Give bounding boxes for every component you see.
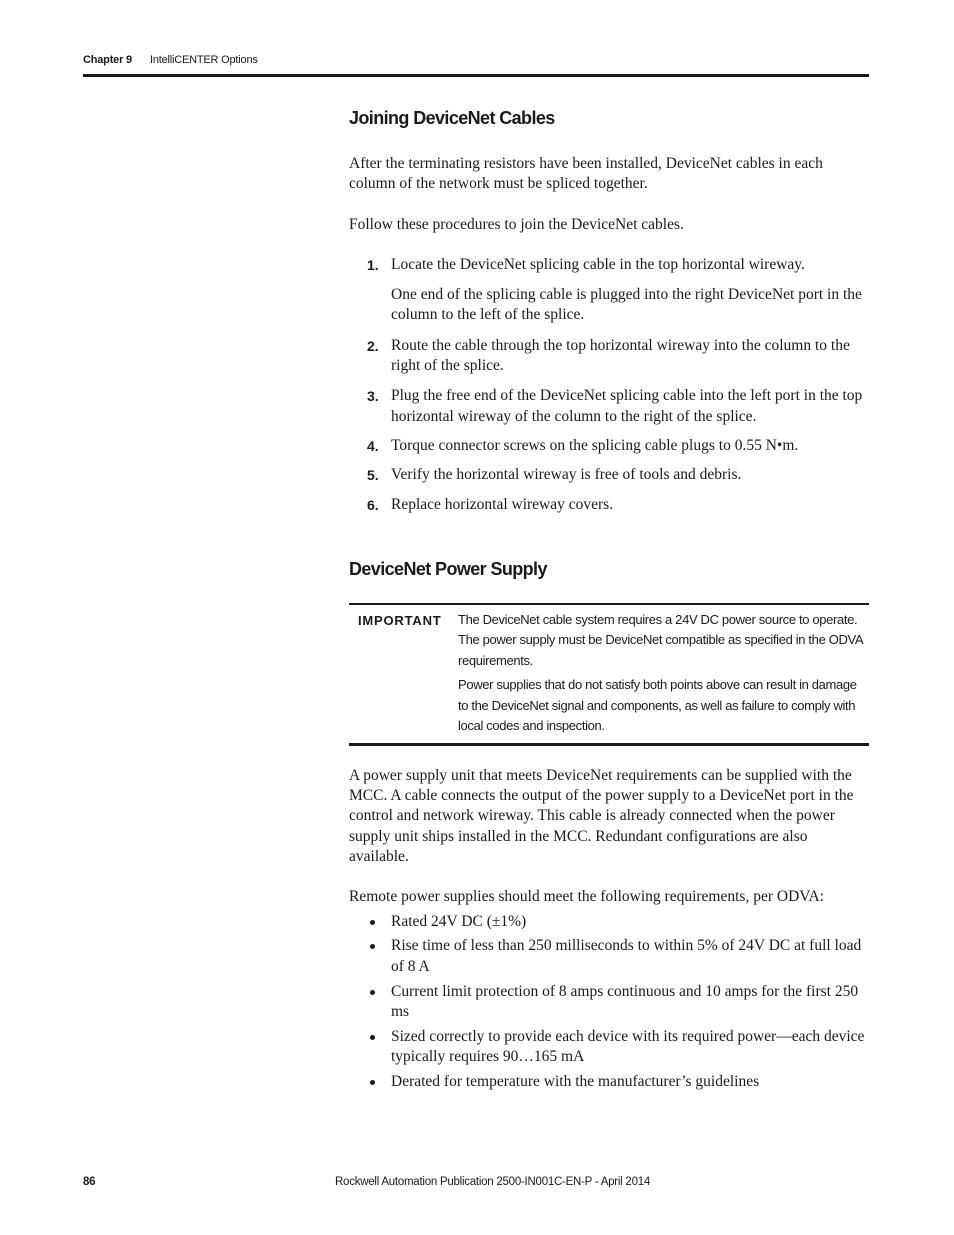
step-text: Verify the horizontal wireway is free of tools and debris. bbox=[391, 466, 742, 484]
requirements-list bbox=[349, 912, 869, 1092]
list-item-text: Rated 24V DC (±1%) bbox=[391, 912, 527, 930]
list-item bbox=[349, 982, 869, 1023]
list-item-text: Derated for temperature with the manufacturer’s guidelines bbox=[391, 1072, 760, 1090]
list-item-text: Sized correctly to provide each device with its required power—each device typically requires 90…165 mA bbox=[391, 1027, 865, 1065]
step-number: 1. bbox=[367, 256, 379, 273]
step-number: 5. bbox=[367, 467, 379, 484]
step-item bbox=[349, 255, 869, 326]
page-number: 86 bbox=[83, 1176, 96, 1188]
bullet-icon bbox=[370, 1035, 375, 1040]
step-item bbox=[349, 436, 869, 456]
step-item bbox=[349, 465, 869, 485]
step-item bbox=[349, 386, 869, 427]
chapter-label: Chapter 9 bbox=[83, 54, 132, 66]
section-heading-joining-cables: Joining DeviceNet Cables bbox=[349, 108, 555, 128]
important-tag: IMPORTANT bbox=[358, 612, 442, 628]
chapter-title: IntelliCENTER Options bbox=[150, 54, 258, 66]
step-note: One end of the splicing cable is plugged into the right DeviceNet port in the column to the left of the splice. bbox=[391, 286, 862, 324]
requirements-lead: Remote power supplies should meet the following requirements, per ODVA: bbox=[349, 888, 824, 906]
step-text: Route the cable through the top horizontal wireway into the column to the right of the splice. bbox=[391, 336, 850, 375]
procedure-steps bbox=[349, 255, 869, 515]
step-item bbox=[349, 495, 869, 515]
step-number: 6. bbox=[367, 496, 379, 513]
list-item bbox=[349, 912, 869, 932]
running-header bbox=[83, 53, 869, 75]
list-item-text: Current limit protection of 8 amps continuous and 10 amps for the first 250 ms bbox=[391, 982, 859, 1020]
bullet-icon bbox=[370, 1080, 375, 1085]
important-text: The DeviceNet cable system requires a 24V DC power source to operate. The power supply must be DeviceNet compatible as specified in the ODVA requirements. bbox=[458, 611, 863, 668]
step-item bbox=[349, 336, 869, 377]
step-number: 4. bbox=[367, 437, 379, 454]
publication-info: Rockwell Automation Publication 2500-IN001C-EN-P - April 2014 bbox=[335, 1176, 651, 1188]
step-text: Torque connector screws on the splicing cable plugs to 0.55 N•m. bbox=[391, 436, 799, 454]
list-item bbox=[349, 1027, 869, 1068]
header-rule bbox=[83, 74, 869, 77]
intro-paragraph: After the terminating resistors have been installed, DeviceNet cables in each column of the network must be spliced together. bbox=[349, 155, 823, 193]
section-heading-power-supply: DeviceNet Power Supply bbox=[349, 558, 547, 579]
bullet-icon bbox=[370, 990, 375, 995]
step-text: Locate the DeviceNet splicing cable in the top horizontal wireway. bbox=[391, 255, 805, 273]
step-number: 3. bbox=[367, 388, 379, 405]
bullet-icon bbox=[370, 920, 375, 925]
main-content bbox=[349, 105, 869, 1092]
list-item-text: Rise time of less than 250 milliseconds to within 5% of 24V DC at full load of 8 A bbox=[391, 937, 862, 975]
procedure-lead: Follow these procedures to join the DeviceNet cables. bbox=[349, 215, 684, 233]
step-text: Plug the free end of the DeviceNet splicing cable into the left port in the top horizontal wireway of the column to the right of the splice. bbox=[391, 387, 863, 425]
important-text: Power supplies that do not satisfy both points above can result in damage to the DeviceNet signal and components, as well as failure to comply with local codes and inspection. bbox=[458, 677, 857, 734]
bullet-icon bbox=[370, 944, 375, 949]
list-item bbox=[349, 936, 869, 977]
step-number: 2. bbox=[367, 337, 379, 354]
power-supply-paragraph: A power supply unit that meets DeviceNet requirements can be supplied with the MCC. A cable connects the output of the power supply to a DeviceNet port in the control and network wireway. This cable is already connected when the power supply unit ships installed in the MCC. Redundant configurations are also available. bbox=[349, 766, 854, 866]
important-callout bbox=[349, 603, 869, 746]
step-text: Replace horizontal wireway covers. bbox=[391, 495, 614, 513]
list-item bbox=[349, 1072, 869, 1092]
important-body bbox=[458, 605, 869, 743]
